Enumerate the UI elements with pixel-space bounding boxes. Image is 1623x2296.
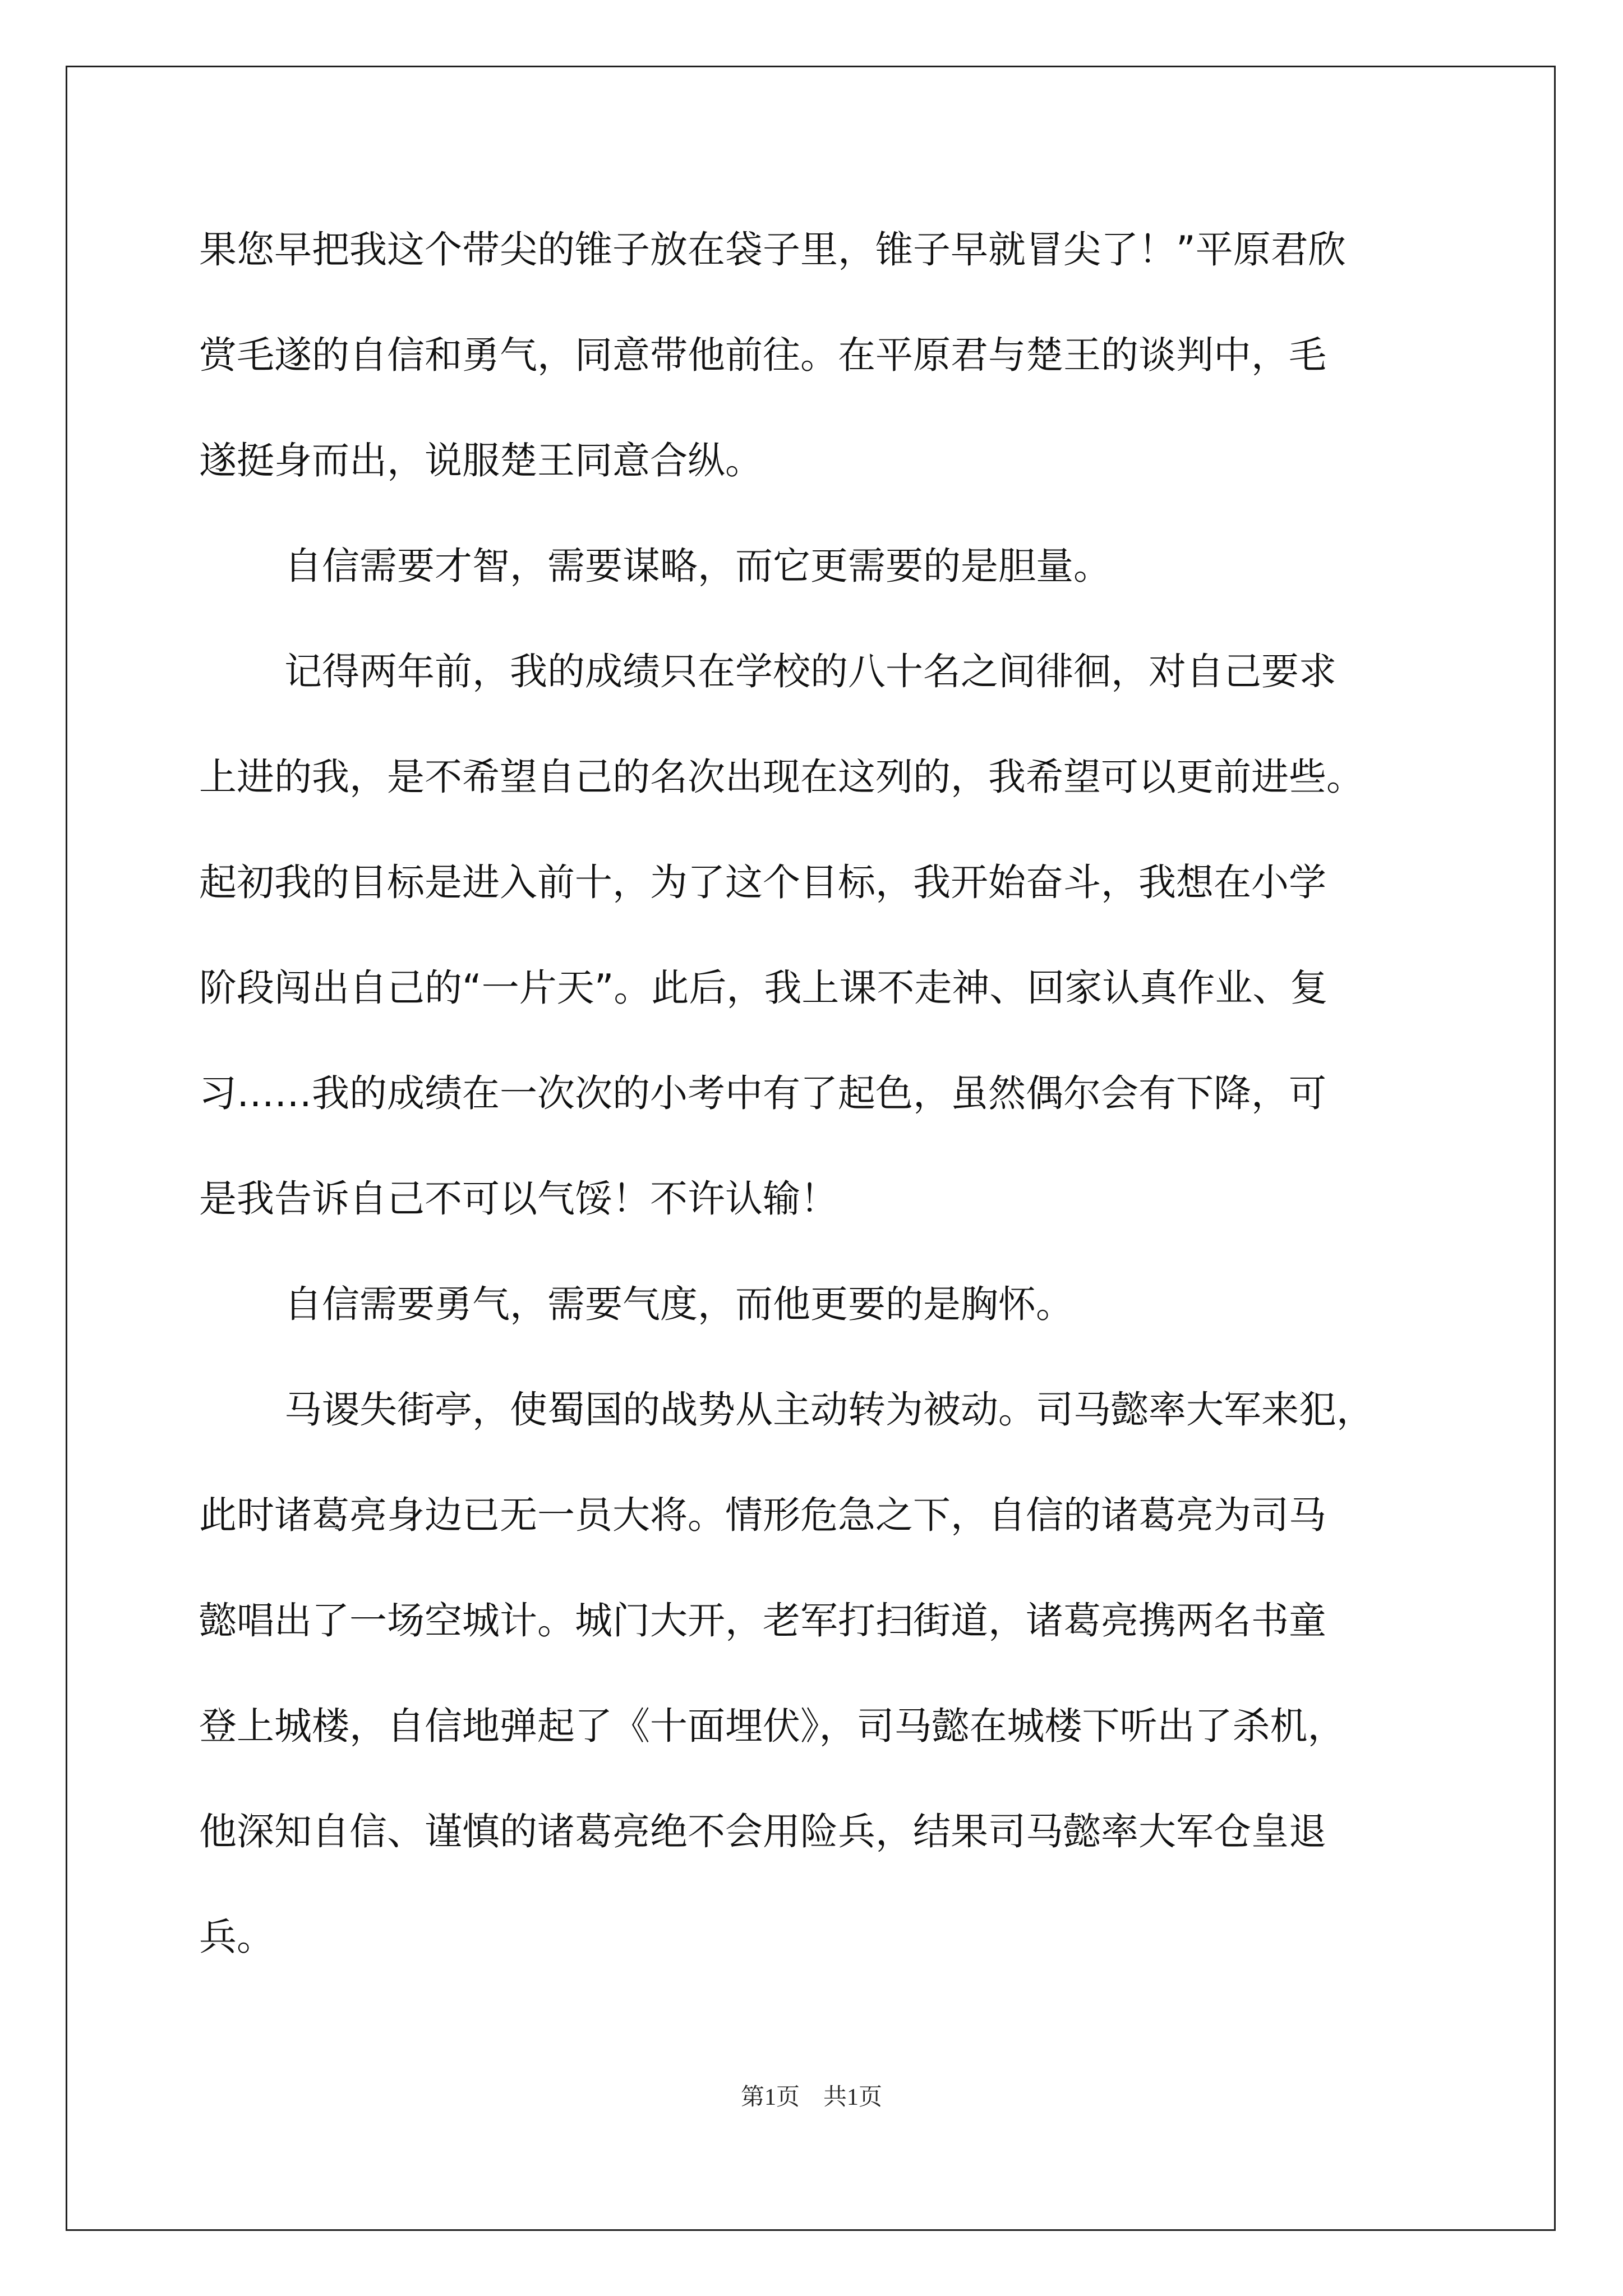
text-line: 是我告诉自己不可以气馁！不许认输！ [199, 1177, 838, 1221]
text-line: 遂挺身而出，说服楚王同意合纵。 [199, 439, 763, 482]
paragraph [199, 219, 1422, 535]
page-number-footer: 第1页 共1页 [740, 2085, 882, 2110]
paragraph [199, 1379, 1422, 2012]
text-line: 自信需要才智，需要谋略，而它更需要的是胆量。 [284, 544, 1111, 588]
text-line: 果您早把我这个带尖的锥子放在袋子里，锥子早就冒尖了！”平原君欣 [199, 228, 1346, 272]
text-line: 兵。 [199, 1915, 274, 1959]
text-line: 赏毛遂的自信和勇气，同意带他前往。在平原君与楚王的谈判中，毛 [199, 333, 1326, 377]
paragraph [199, 535, 1422, 641]
text-line: 上进的我，是不希望自己的名次出现在这列的，我希望可以更前进些。 [199, 755, 1364, 799]
text-line: 记得两年前，我的成绩只在学校的八十名之间徘徊，对自己要求 [284, 650, 1336, 693]
text-line: 阶段闯出自己的“一片天”。此后，我上课不走神、回家认真作业、复 [199, 966, 1328, 1010]
text-line: 懿唱出了一场空城计。城门大开，老军打扫街道，诸葛亮携两名书童 [199, 1599, 1326, 1642]
text-line: 登上城楼，自信地弹起了《十面埋伏》，司马懿在城楼下听出了杀机， [199, 1704, 1345, 1748]
text-line: 他深知自信、谨慎的诸葛亮绝不会用险兵，结果司马懿率大军仓皇退 [199, 1810, 1326, 1853]
paragraph [199, 1273, 1422, 1379]
document-body [199, 219, 1422, 2012]
text-line: 自信需要勇气，需要气度，而他更要的是胸怀。 [284, 1282, 1073, 1326]
text-line: 马谡失街亭，使蜀国的战势从主动转为被动。司马懿率大军来犯， [284, 1388, 1374, 1432]
text-line: 习……我的成绩在一次次的小考中有了起色，虽然偶尔会有下降，可 [199, 1071, 1326, 1115]
text-line: 此时诸葛亮身边已无一员大将。情形危急之下，自信的诸葛亮为司马 [199, 1493, 1326, 1537]
paragraph [199, 641, 1422, 1273]
text-line: 起初我的目标是进入前十，为了这个目标，我开始奋斗，我想在小学 [199, 861, 1326, 904]
